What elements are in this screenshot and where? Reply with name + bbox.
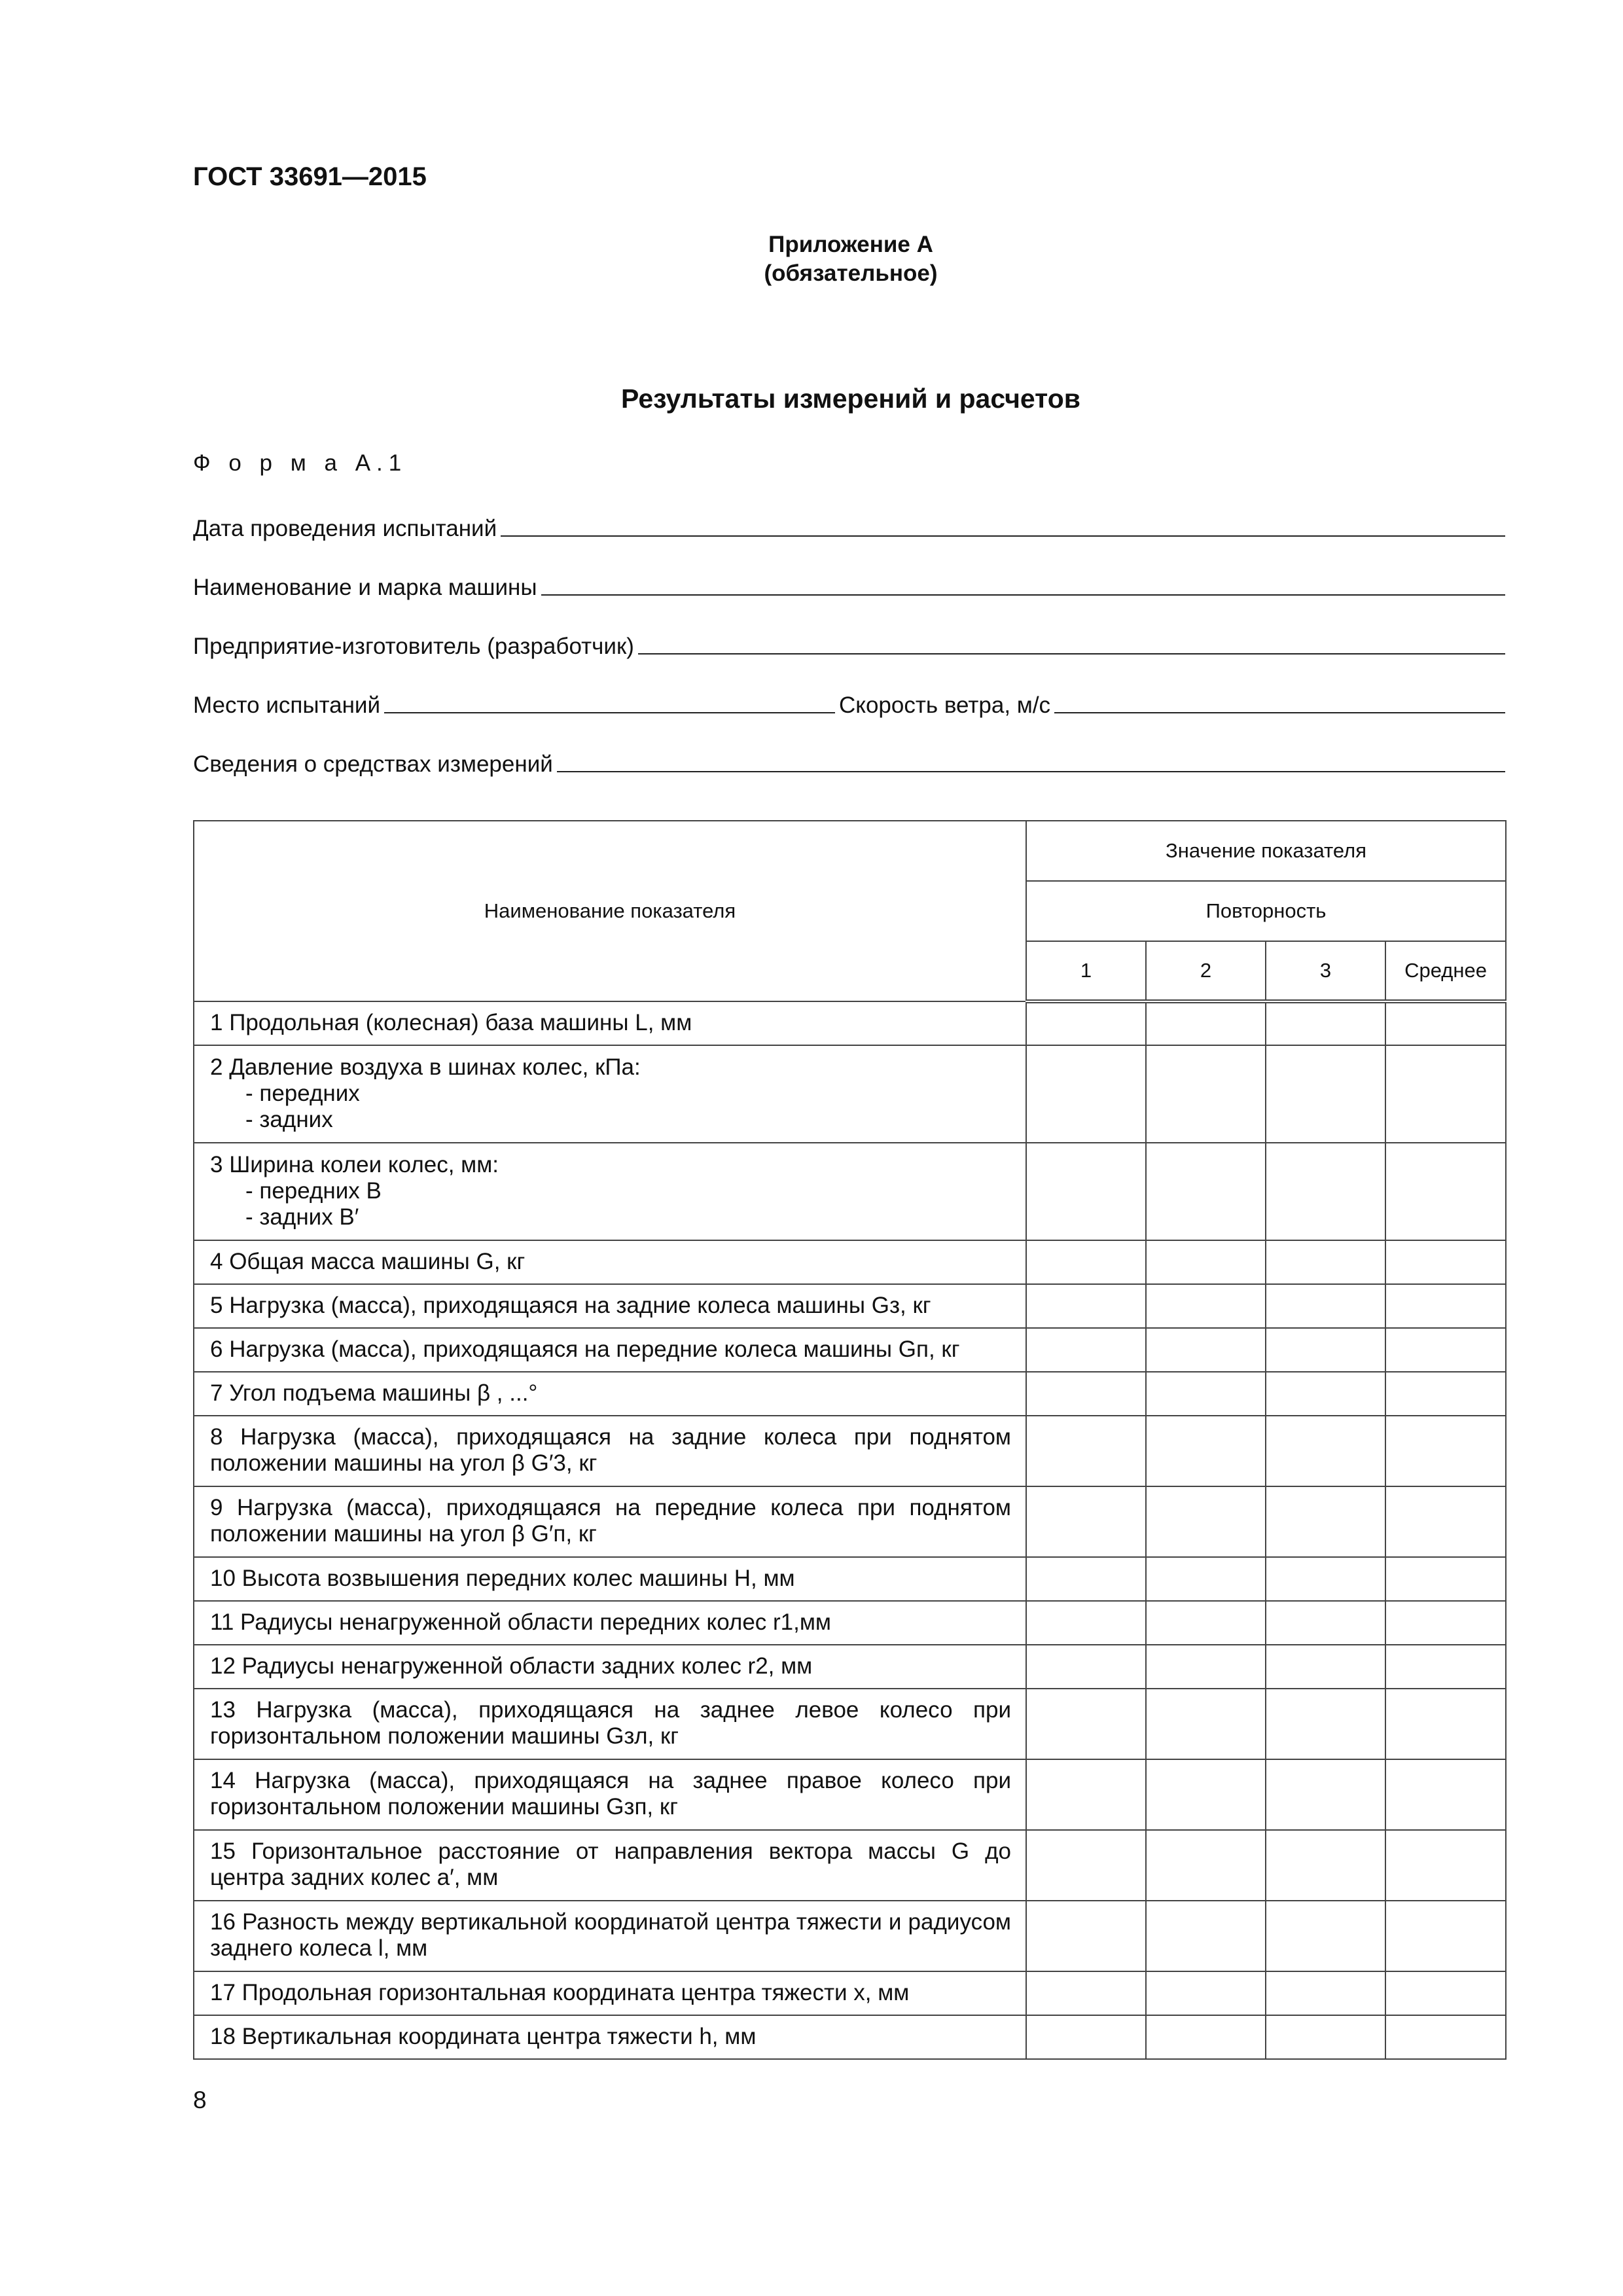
table-row [194, 1416, 1506, 1486]
value-cell[interactable] [1026, 1759, 1146, 1830]
field-label: Дата проведения испытаний [193, 516, 497, 541]
field-manufacturer [193, 628, 1505, 660]
field-test-place [193, 687, 1505, 719]
value-cell[interactable] [1026, 1328, 1146, 1372]
value-cell[interactable] [1026, 1001, 1146, 1045]
fill-line[interactable] [1054, 712, 1505, 713]
value-cell[interactable] [1266, 1645, 1385, 1689]
value-cell[interactable] [1385, 1143, 1506, 1240]
value-cell[interactable] [1266, 1045, 1385, 1143]
value-cell[interactable] [1146, 1557, 1266, 1601]
indicator-sublabel: - передних B [245, 1177, 382, 1204]
form-label: Ф о р м а А.1 [193, 450, 408, 476]
fill-line[interactable] [384, 712, 835, 713]
value-cell[interactable] [1385, 1645, 1506, 1689]
table-row [194, 1971, 1506, 2015]
value-cell[interactable] [1385, 1601, 1506, 1645]
value-cell[interactable] [1385, 2015, 1506, 2059]
value-cell[interactable] [1266, 1601, 1385, 1645]
table-row [194, 1240, 1506, 1284]
table-row [194, 1557, 1506, 1601]
indicator-name-cell [194, 1372, 1026, 1416]
indicator-name-cell [194, 1901, 1026, 1971]
indicator-label: 10 Высота возвышения передних колес машины H, мм [210, 1565, 795, 1591]
field-label: Сведения о средствах измерений [193, 751, 553, 777]
indicator-label: 1 Продольная (колесная) база машины L, мм [210, 1009, 692, 1035]
value-cell[interactable] [1026, 1601, 1146, 1645]
value-cell[interactable] [1146, 1284, 1266, 1328]
value-cell[interactable] [1026, 1901, 1146, 1971]
indicator-name-cell [194, 1557, 1026, 1601]
value-cell[interactable] [1385, 1971, 1506, 2015]
value-cell[interactable] [1026, 2015, 1146, 2059]
value-cell[interactable] [1026, 1416, 1146, 1486]
value-cell[interactable] [1385, 1372, 1506, 1416]
value-cell[interactable] [1266, 1143, 1385, 1240]
value-cell[interactable] [1146, 1045, 1266, 1143]
value-cell[interactable] [1026, 1143, 1146, 1240]
table-row [194, 1689, 1506, 1759]
value-cell[interactable] [1385, 1759, 1506, 1830]
indicator-label: 8 Нагрузка (масса), приходящаяся на задние колеса при поднятом положении машины на угол β G′3, кг [210, 1424, 1011, 1476]
field-instruments [193, 746, 1505, 778]
table-row [194, 1284, 1506, 1328]
value-cell[interactable] [1385, 1328, 1506, 1372]
table-row [194, 2015, 1506, 2059]
indicator-label: 15 Горизонтальное расстояние от направления вектора массы G до центра задних колес a′, мм [210, 1839, 1011, 1890]
value-cell[interactable] [1266, 1971, 1385, 2015]
value-cell[interactable] [1026, 1557, 1146, 1601]
table-row [194, 1143, 1506, 1240]
field-label: Место испытаний [193, 692, 381, 718]
value-cell[interactable] [1146, 1486, 1266, 1557]
indicator-label: 14 Нагрузка (масса), приходящаяся на заднее правое колесо при горизонтальном положении машины Gзп, кг [210, 1768, 1011, 1820]
value-cell[interactable] [1385, 1240, 1506, 1284]
indicator-sublabel: - передних [245, 1080, 360, 1106]
value-cell[interactable] [1385, 1001, 1506, 1045]
value-cell[interactable] [1026, 1645, 1146, 1689]
table-row [194, 1328, 1506, 1372]
indicator-name-cell [194, 1143, 1026, 1240]
value-cell[interactable] [1385, 1284, 1506, 1328]
column-header-repeat: Повторность [1026, 881, 1506, 941]
indicator-name-cell [194, 1328, 1026, 1372]
value-cell[interactable] [1266, 1416, 1385, 1486]
indicator-label: 6 Нагрузка (масса), приходящаяся на передние колеса машины Gп, кг [210, 1336, 960, 1362]
value-cell[interactable] [1026, 1372, 1146, 1416]
indicator-label: 3 Ширина колеи колес, мм: [210, 1151, 499, 1177]
indicator-label: 7 Угол подъема машины β , ...° [210, 1380, 538, 1406]
value-cell[interactable] [1385, 1689, 1506, 1759]
indicator-name-cell [194, 1645, 1026, 1689]
value-cell[interactable] [1146, 2015, 1266, 2059]
table-row [194, 1486, 1506, 1557]
value-cell[interactable] [1266, 1001, 1385, 1045]
value-cell[interactable] [1026, 1830, 1146, 1901]
table-row [194, 1759, 1506, 1830]
indicator-name-cell [194, 1689, 1026, 1759]
table-row [194, 1372, 1506, 1416]
fill-line[interactable] [638, 653, 1505, 655]
value-cell[interactable] [1026, 1045, 1146, 1143]
indicator-name-cell [194, 1416, 1026, 1486]
page-title: Результаты измерений и расчетов [621, 384, 1080, 414]
field-label: Наименование и марка машины [193, 575, 537, 600]
indicator-name-cell [194, 1045, 1026, 1143]
indicator-label: 11 Радиусы ненагруженной области передних колес r1,мм [210, 1609, 831, 1635]
fill-line[interactable] [501, 535, 1505, 537]
value-cell[interactable] [1146, 1240, 1266, 1284]
field-label: Предприятие-изготовитель (разработчик) [193, 634, 634, 659]
annex-title: Приложение А [768, 232, 933, 257]
indicator-name-cell [194, 1601, 1026, 1645]
value-cell[interactable] [1266, 1557, 1385, 1601]
value-cell[interactable] [1385, 1045, 1506, 1143]
indicator-label: 18 Вертикальная координата центра тяжести h, мм [210, 2023, 757, 2049]
value-cell[interactable] [1385, 1416, 1506, 1486]
document-id: ГОСТ 33691—2015 [193, 162, 427, 191]
fill-line[interactable] [557, 771, 1505, 772]
indicator-sublabel: - задних [245, 1106, 333, 1132]
value-cell[interactable] [1385, 1557, 1506, 1601]
value-cell[interactable] [1266, 1328, 1385, 1372]
indicator-name-cell [194, 2015, 1026, 2059]
value-cell[interactable] [1385, 1486, 1506, 1557]
value-cell[interactable] [1266, 1901, 1385, 1971]
value-cell[interactable] [1266, 1372, 1385, 1416]
indicator-label: 13 Нагрузка (масса), приходящаяся на заднее левое колесо при горизонтальном положении машины Gзл, кг [210, 1697, 1011, 1749]
value-cell[interactable] [1266, 1759, 1385, 1830]
value-cell[interactable] [1266, 1830, 1385, 1901]
table-row [194, 1645, 1506, 1689]
indicator-name-cell [194, 1486, 1026, 1557]
indicator-name-cell [194, 1830, 1026, 1901]
column-header-1: 1 [1026, 941, 1146, 1001]
field-test-date [193, 511, 1505, 542]
value-cell[interactable] [1146, 1001, 1266, 1045]
annex-note: (обязательное) [764, 260, 938, 286]
value-cell[interactable] [1146, 1328, 1266, 1372]
column-header-3: 3 [1266, 941, 1385, 1001]
value-cell[interactable] [1146, 1143, 1266, 1240]
value-cell[interactable] [1026, 1971, 1146, 2015]
fill-line[interactable] [541, 594, 1505, 596]
table-row [194, 1001, 1506, 1045]
value-cell[interactable] [1266, 1240, 1385, 1284]
indicator-sublabel: - задних B′ [245, 1204, 359, 1230]
value-cell[interactable] [1146, 1689, 1266, 1759]
value-cell[interactable] [1146, 1830, 1266, 1901]
value-cell[interactable] [1146, 1645, 1266, 1689]
value-cell[interactable] [1146, 1372, 1266, 1416]
value-cell[interactable] [1146, 1416, 1266, 1486]
value-cell[interactable] [1266, 1284, 1385, 1328]
value-cell[interactable] [1026, 1689, 1146, 1759]
value-cell[interactable] [1266, 1486, 1385, 1557]
column-header-average: Среднее [1385, 941, 1506, 1001]
value-cell[interactable] [1385, 1901, 1506, 1971]
indicator-label: 4 Общая масса машины G, кг [210, 1248, 526, 1274]
value-cell[interactable] [1146, 1759, 1266, 1830]
value-cell[interactable] [1026, 1240, 1146, 1284]
indicator-label: 9 Нагрузка (масса), приходящаяся на передние колеса при поднятом положении машины на угол β G′п, кг [210, 1495, 1011, 1547]
table-row [194, 1901, 1506, 1971]
table-row [194, 1830, 1506, 1901]
column-header-2: 2 [1146, 941, 1266, 1001]
value-cell[interactable] [1146, 1901, 1266, 1971]
page-number: 8 [193, 2087, 207, 2113]
value-cell[interactable] [1146, 1601, 1266, 1645]
value-cell[interactable] [1026, 1284, 1146, 1328]
indicator-label: 12 Радиусы ненагруженной области задних колес r2, мм [210, 1653, 813, 1679]
value-cell[interactable] [1146, 1971, 1266, 2015]
indicator-label: 2 Давление воздуха в шинах колес, кПа: [210, 1054, 641, 1080]
field-label: Скорость ветра, м/с [838, 692, 1051, 718]
table-row [194, 1601, 1506, 1645]
table-row [194, 1045, 1506, 1143]
indicator-label: 5 Нагрузка (масса), приходящаяся на задние колеса машины Gз, кг [210, 1292, 931, 1318]
indicator-name-cell [194, 1001, 1026, 1045]
value-cell[interactable] [1266, 1689, 1385, 1759]
column-header-value: Значение показателя [1026, 821, 1506, 881]
indicator-name-cell [194, 1240, 1026, 1284]
indicator-name-cell [194, 1759, 1026, 1830]
indicator-label: 17 Продольная горизонтальная координата центра тяжести x, мм [210, 1979, 910, 2005]
column-header-name: Наименование показателя [194, 821, 1026, 1001]
value-cell[interactable] [1385, 1830, 1506, 1901]
indicator-label: 16 Разность между вертикальной координатой центра тяжести и радиусом заднего колеса l, мм [210, 1909, 1011, 1961]
value-cell[interactable] [1026, 1486, 1146, 1557]
field-machine-name [193, 569, 1505, 601]
results-table [193, 820, 1507, 2060]
indicator-name-cell [194, 1284, 1026, 1328]
indicator-name-cell [194, 1971, 1026, 2015]
value-cell[interactable] [1266, 2015, 1385, 2059]
